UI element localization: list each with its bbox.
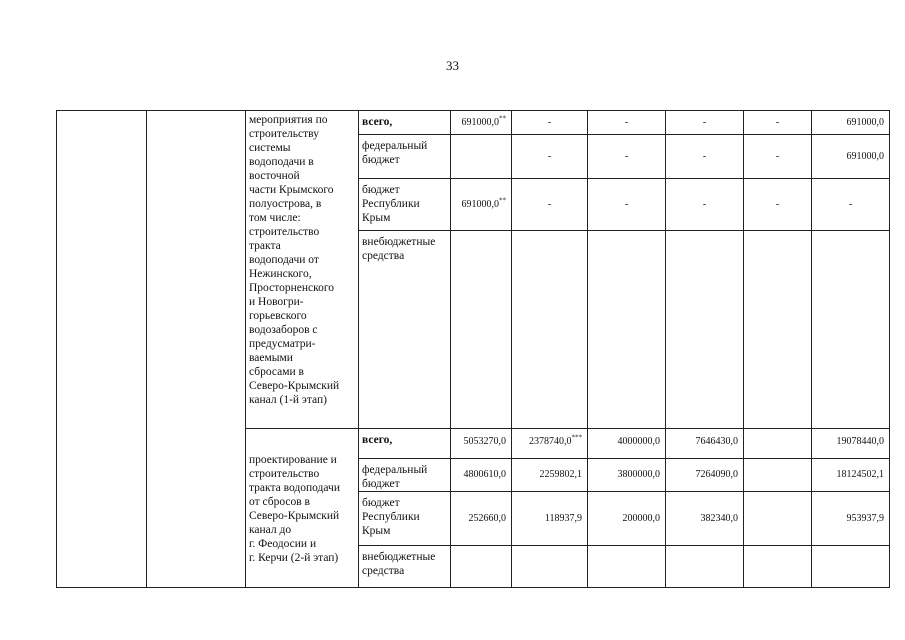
funding-source [359,111,451,135]
value-cell [451,231,512,429]
value-text: - [702,198,707,210]
value-text: - [547,150,552,162]
value-text: - [775,150,780,162]
description-line: г. Керчи (2-й этап) [249,552,339,564]
description-line: Северо-Крымский [249,510,340,522]
value-cell [451,492,512,546]
footnote-mark: ** [499,114,506,123]
value-cell [512,429,588,459]
description-line: водоподачи в [249,156,314,168]
activity-description [246,429,359,588]
footnote-mark: *** [571,433,582,442]
value-cell [744,231,812,429]
value-text: 4000000,0 [617,436,660,447]
funding-source-label: всего, [362,116,393,128]
funding-source-label: федеральный бюджет [362,464,428,490]
funding-source [359,429,451,459]
value-cell [451,135,512,179]
funding-source-label: федеральный бюджет [362,140,428,166]
description-line: полуострова, в [249,198,322,210]
value-cell [512,135,588,179]
value-cell [451,429,512,459]
value-cell [666,492,744,546]
value-text: - [547,116,552,128]
value-text: 953937,9 [846,512,884,524]
value-cell [666,135,744,179]
value-text: - [702,116,707,128]
table-body [57,111,890,588]
value-text: 382340,0 [700,512,738,524]
description-line: сбросами в [249,366,304,378]
value-text: 200000,0 [622,512,660,524]
value-cell [744,492,812,546]
description-line: от сбросов в [249,496,310,508]
description-line: горьевского [249,310,307,322]
description-line: мероприятия по [249,114,328,126]
value-text: 691000,0 [461,116,499,128]
value-text: 18124502,1 [836,469,884,480]
budget-table [56,110,890,588]
row-number-cell [57,111,147,588]
description-line: тракта водоподачи [249,482,340,494]
description-line: проектирование и [249,454,337,466]
value-cell [588,546,666,588]
page-number: 33 [446,58,459,73]
value-cell [812,179,890,231]
value-text: - [775,198,780,210]
funding-source [359,546,451,588]
value-cell [812,135,890,179]
value-text: 691000,0 [846,116,884,128]
value-cell [588,135,666,179]
value-cell [744,429,812,459]
program-name-cell [147,111,246,588]
value-cell [588,429,666,459]
value-cell [451,459,512,492]
funding-source [359,135,451,179]
funding-source-label: всего, [362,434,393,446]
value-text: - [775,116,780,128]
value-cell [588,492,666,546]
description-line: восточной [249,170,300,182]
description-line: канал (1-й этап) [249,394,327,406]
value-cell [812,429,890,459]
description-line: водоподачи от [249,254,319,266]
value-cell [512,231,588,429]
value-cell [512,111,588,135]
description-line: г. Феодосии и [249,538,317,550]
value-cell [512,492,588,546]
value-text: - [624,198,629,210]
description-line: водозаборов с [249,324,318,336]
description-line: том числе: [249,212,301,224]
value-cell [744,111,812,135]
footnote-mark: ** [499,196,506,205]
value-cell [588,231,666,429]
description-line: ваемыми [249,352,293,364]
funding-source-label: бюджет Республики Крым [362,497,420,537]
funding-source [359,492,451,546]
activity-description [246,111,359,429]
description-line: тракта [249,240,281,252]
value-cell [666,459,744,492]
value-cell [812,492,890,546]
value-cell [812,546,890,588]
value-text: 2378740,0 [529,436,572,447]
value-text: - [624,116,629,128]
value-cell [451,111,512,135]
value-text: - [547,198,552,210]
description-line: канал до [249,524,292,536]
value-cell [451,179,512,231]
value-text: 19078440,0 [836,436,884,447]
funding-source [359,231,451,429]
value-cell [744,546,812,588]
value-cell [666,429,744,459]
value-cell [744,135,812,179]
value-cell [666,179,744,231]
value-cell [588,459,666,492]
value-cell [812,459,890,492]
value-text: 7264090,0 [695,469,738,480]
funding-source [359,179,451,231]
description-line: и Новогри- [249,296,304,308]
value-text: - [624,150,629,162]
value-text: 5053270,0 [463,436,506,447]
value-text: 118937,9 [544,512,582,524]
value-text: 7646430,0 [695,436,738,447]
description-line: строительство [249,226,320,238]
value-text: 2259802,1 [539,469,582,480]
value-cell [666,111,744,135]
value-cell [512,459,588,492]
value-text: 252660,0 [468,512,506,524]
description-line: предусматри- [249,338,316,350]
description-line: Нежинского, [249,268,312,280]
description-line: строительству [249,128,319,140]
description-line: части Крымского [249,184,334,196]
value-text: - [848,198,853,210]
funding-source-label: внебюджетные средства [362,551,436,577]
value-cell [812,231,890,429]
description-line: Просторненского [249,282,335,294]
description-line: Северо-Крымский [249,380,340,392]
value-cell [512,179,588,231]
value-cell [666,546,744,588]
value-text: - [702,150,707,162]
value-text: 4800610,0 [463,469,506,480]
funding-source-label: бюджет Республики Крым [362,184,420,224]
description-line: системы [249,142,291,154]
value-text: 3800000,0 [617,469,660,480]
funding-source [359,459,451,492]
description-line: строительство [249,468,320,480]
value-cell [744,179,812,231]
value-cell [512,546,588,588]
value-cell [588,111,666,135]
value-cell [588,179,666,231]
value-text: 691000,0 [461,198,499,210]
value-cell [744,459,812,492]
value-cell [451,546,512,588]
value-cell [666,231,744,429]
value-cell [812,111,890,135]
value-text: 691000,0 [846,150,884,162]
table-row [57,111,890,135]
funding-source-label: внебюджетные средства [362,236,436,262]
